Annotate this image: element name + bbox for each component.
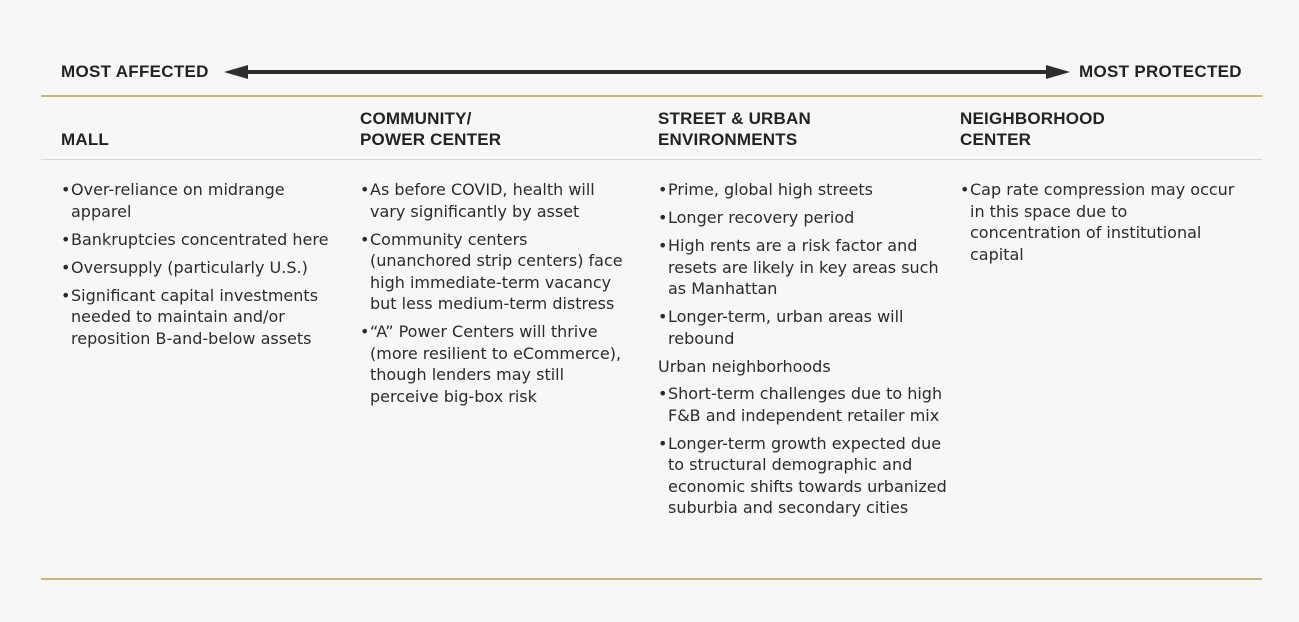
most-affected-label: MOST AFFECTED (61, 62, 209, 81)
bullet-list (658, 179, 948, 349)
subheading-urban-neighborhoods: Urban neighborhoods (658, 356, 831, 376)
list-item: • “A” Power Centers will thrive (more resilient to eCommerce), though lenders may still perceive big-box risk (360, 322, 622, 406)
column-mall (61, 179, 331, 356)
column-street-urban (658, 179, 948, 525)
column-neighborhood-center (960, 179, 1240, 272)
bullet-icon: • (658, 384, 668, 403)
most-protected-label: MOST PROTECTED (1079, 62, 1242, 81)
bullet-icon: • (61, 229, 71, 249)
list-item: • Over-reliance on midrange apparel (61, 180, 285, 221)
header-divider (41, 159, 1262, 160)
bullet-icon: • (61, 180, 71, 199)
bullet-icon: • (61, 285, 71, 305)
list-item: • Prime, global high streets (658, 180, 873, 199)
list-item: • Longer-term, urban areas will rebound (658, 307, 904, 348)
top-divider (41, 95, 1262, 97)
column-heading-street-urban: STREET & URBAN ENVIRONMENTS (658, 109, 811, 149)
list-item: • Longer-term growth expected due to structural demographic and economic shifts towards urbanized suburbia and secondary cities (658, 433, 947, 517)
bullet-icon: • (658, 208, 668, 227)
bullet-list (360, 179, 630, 407)
list-item: • Community centers (unanchored strip centers) face high immediate-term vacancy but less medium-term distress (360, 229, 623, 313)
bullet-icon: • (658, 433, 668, 453)
list-item: • Oversupply (particularly U.S.) (61, 257, 308, 277)
bullet-list (658, 383, 948, 519)
list-item: • Bankruptcies concentrated here (61, 229, 329, 249)
double-headed-arrow-icon (224, 62, 1070, 82)
column-heading-mall: MALL (61, 130, 110, 149)
list-item: • As before COVID, health will vary significantly by asset (360, 180, 595, 221)
bullet-icon: • (658, 180, 668, 199)
bullet-icon: • (960, 180, 970, 199)
list-item: • Significant capital investments needed to maintain and/or reposition B-and-below assets (61, 285, 319, 348)
bullet-icon: • (658, 236, 668, 255)
bullet-icon: • (360, 322, 370, 341)
bullet-icon: • (658, 307, 668, 326)
column-heading-community-power-center: COMMUNITY/ POWER CENTER (360, 109, 502, 149)
list-item: • Cap rate compression may occur in this space due to concentration of institutional capital (960, 180, 1235, 264)
list-item: • Short-term challenges due to high F&B and independent retailer mix (658, 384, 943, 425)
bullet-list (960, 179, 1240, 265)
bullet-icon: • (360, 180, 370, 199)
list-item: • High rents are a risk factor and resets are likely in key areas such as Manhattan (658, 236, 939, 298)
column-community-power-center (360, 179, 630, 414)
bullet-icon: • (61, 257, 71, 277)
bottom-divider (41, 578, 1262, 580)
column-heading-neighborhood-center: NEIGHBORHOOD CENTER (960, 109, 1106, 149)
list-item: • Longer recovery period (658, 208, 855, 227)
bullet-icon: • (360, 229, 370, 249)
bullet-list (61, 179, 331, 349)
